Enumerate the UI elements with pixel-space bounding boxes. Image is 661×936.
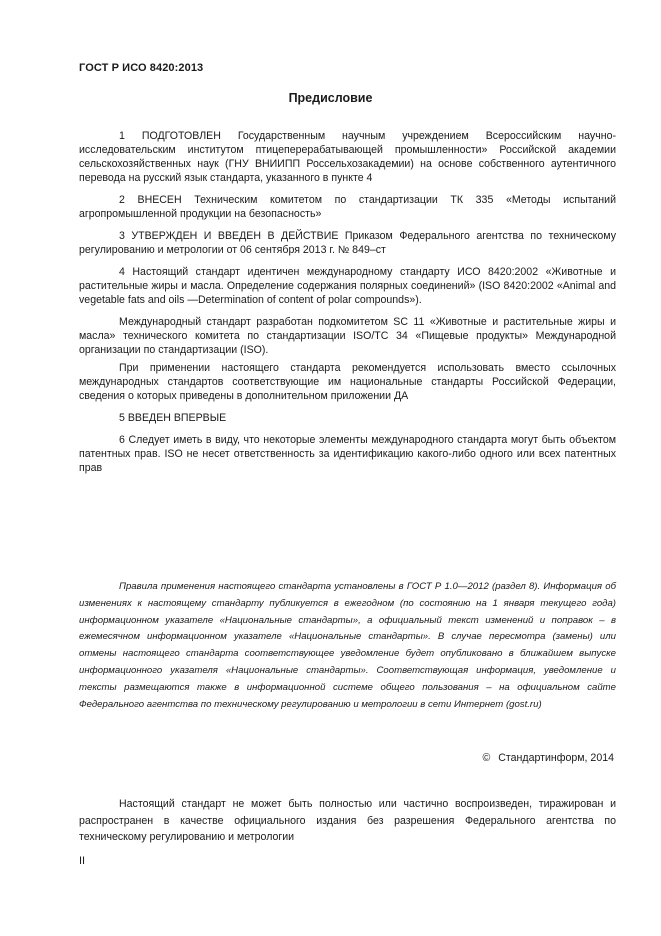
copyright-line [482,752,614,764]
document-header: ГОСТ Р ИСО 8420:2013 [79,62,204,74]
paragraph-5: 5 ВВЕДЕН ВПЕРВЫЕ [119,412,227,424]
reproduction-notice-text: Настоящий стандарт не может быть полностью или частично воспроизведен, тиражирован и распространен в качестве официального издания без разрешения Федерального агентства по техническому регулированию и метрологии [79,798,616,843]
copyright-symbol: © [482,752,491,764]
page-number: II [79,855,86,867]
paragraph-4-application: При применении настоящего стандарта рекомендуется использовать вместо ссылочных международных стандартов соответствующие им национальные стандарты Российской Федерации, сведения о которых приведены в дополнительном приложении ДА [79,362,616,402]
paragraph-2: 2 ВНЕСЕН Техническим комитетом по стандартизации ТК 335 «Методы испытаний агропромышленной продукции на безопасность» [79,194,616,220]
paragraph-3: 3 УТВЕРЖДЕН И ВВЕДЕН В ДЕЙСТВИЕ Приказом Федерального агентства по техническому регулированию и метрологии от 06 сентября 2013 г. № 849–ст [79,230,616,256]
reproduction-notice [79,796,616,846]
foreword-body [79,129,616,475]
copyright-text: Стандартинформ, 2014 [498,752,614,764]
page-title: Предисловие [288,91,373,105]
rules-note [79,579,616,713]
paragraph-4: 4 Настоящий стандарт идентичен международному стандарту ИСО 8420:2002 «Животные и растительные жиры и масла. Определение содержания полярных соединений» (ISO 8420:2002 «Animal and vegetable fats and oils —Determination of content of polar compounds»). [79,266,616,306]
paragraph-4-international: Международный стандарт разработан подкомитетом SC 11 «Животные и растительные жиры и масла» технического комитета по стандартизации ISO/TC 34 «Пищевые продукты» Международной организации по стандартизации (ISO). [79,316,616,356]
rules-note-text: Правила применения настоящего стандарта установлены в ГОСТ Р 1.0—2012 (раздел 8). Информация об изменениях к настоящему стандарту публикуется в ежегодном (по состоянию на 1 января текущего года) информационном указателе «Национальные стандарты», а официальный текст изменений и поправок – в ежемесячном информационном указателе «Национальные стандарты». В случае пересмотра (замены) или отмены настоящего стандарта соответствующее уведомление будет опубликовано в ближайшем выпуске информационного указателя «Национальные стандарты». Соответствующая информация, уведомление и тексты размещаются также в информационной системе общего пользования – на официальном сайте Федерального агентства по техническому регулированию и метрологии в сети Интернет (gost.ru) [79,581,616,710]
paragraph-1: 1 ПОДГОТОВЛЕН Государственным научным учреждением Всероссийским научно-исследовательским институтом птицеперерабатывающей промышленности» Российской академии сельскохозяйственных наук (ГНУ ВНИИПП Россельхозакадемии) на основе собственного аутентичного перевода на русский язык стандарта, указанного в пункте 4 [79,130,616,184]
paragraph-6: 6 Следует иметь в виду, что некоторые элементы международного стандарта могут быть объектом патентных прав. ISO не несет ответственность за идентификацию какого-либо одного или всех патентных прав [79,434,616,474]
